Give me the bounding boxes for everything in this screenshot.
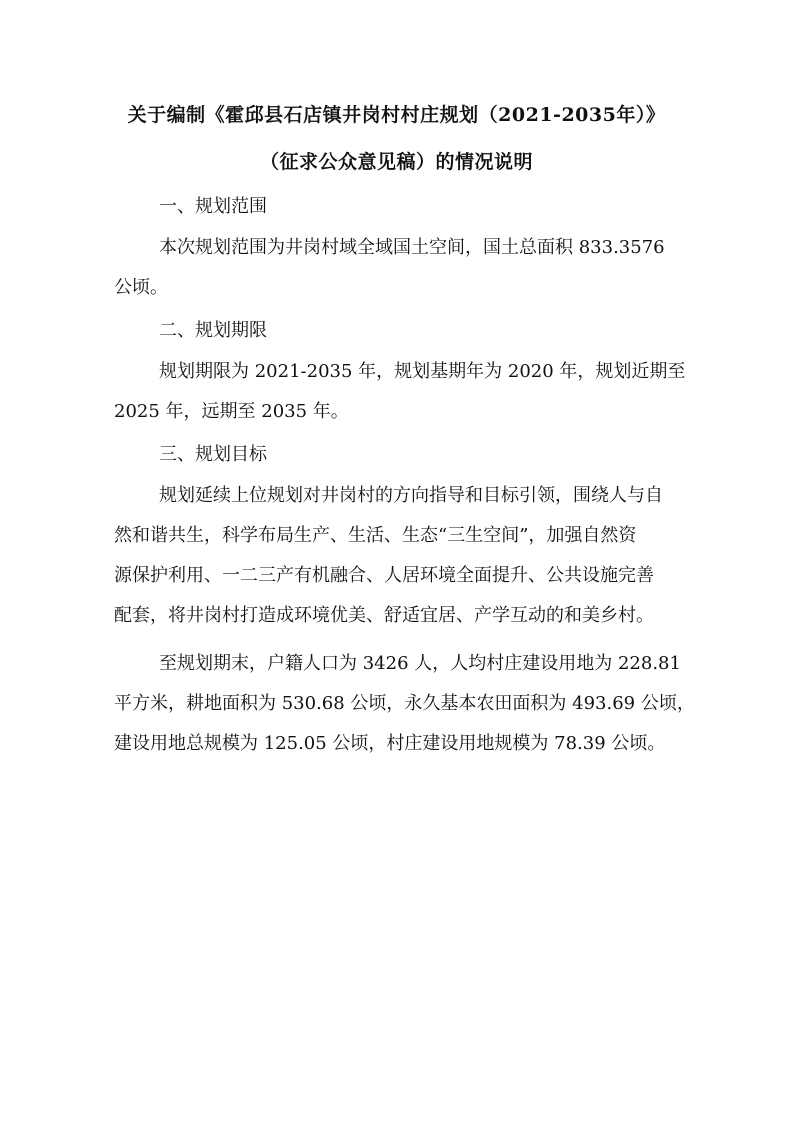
paragraph-line: 建设用地总规模为 125.05 公顷，村庄建设用地规模为 78.39 公顷。 [114, 733, 666, 754]
document-title-line-2: （征求公众意见稿）的情况说明 [259, 151, 533, 173]
section-heading-goals: 三、规划目标 [159, 444, 267, 465]
paragraph-line: 公顷。 [114, 277, 168, 298]
paragraph-period [114, 352, 686, 432]
paragraph-line: 规划延续上位规划对井岗村的方向指导和目标引领，围绕人与自 [159, 485, 663, 506]
paragraph-line: 本次规划范围为井岗村域全域国土空间，国土总面积 833.3576 [159, 237, 665, 258]
paragraph-line: 配套，将井岗村打造成环境优美、舒适宜居、产学互动的和美乡村。 [114, 605, 654, 626]
paragraph-line: 2025 年，远期至 2035 年。 [114, 401, 349, 422]
paragraph-scope [114, 228, 682, 308]
paragraph-line: 规划期限为 2021-2035 年，规划基期年为 2020 年，规划近期至 [159, 361, 686, 382]
paragraph-line: 源保护利用、一二三产有机融合、人居环境全面提升、公共设施完善 [114, 565, 654, 586]
paragraph-line: 然和谐共生，科学布局生产、生活、生态“三生空间”，加强自然资 [114, 525, 637, 546]
paragraph-line: 平方米，耕地面积为 530.68 公顷，永久基本农田面积为 493.69 公顷， [114, 693, 695, 714]
section-heading-period: 二、规划期限 [159, 320, 267, 341]
paragraph-line: 至规划期末，户籍人口为 3426 人，人均村庄建设用地为 228.81 [159, 653, 681, 674]
section-heading-scope: 一、规划范围 [159, 196, 267, 217]
document-title-line-1: 关于编制《霍邱县石店镇井岗村村庄规划（2021-2035年）》 [127, 104, 666, 126]
paragraph-goals-1 [114, 476, 682, 636]
paragraph-goals-2 [114, 644, 695, 764]
